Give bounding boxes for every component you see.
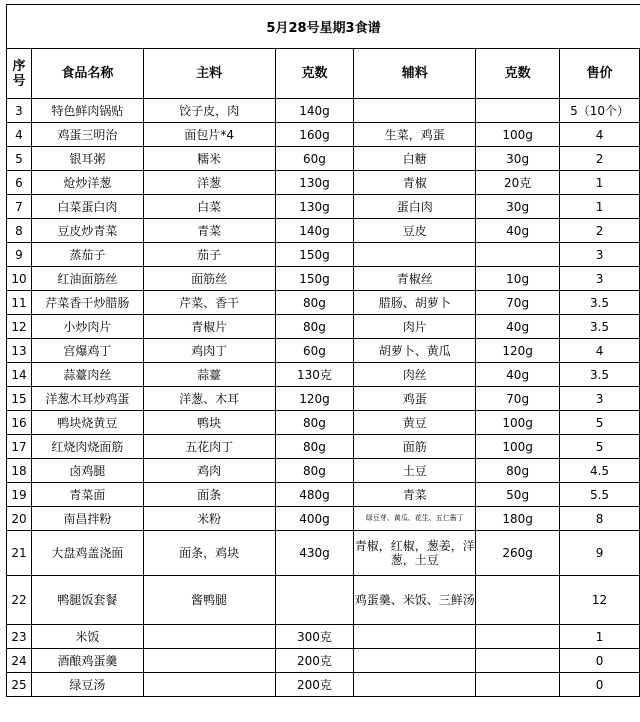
row-name: 小炒肉片 (31, 315, 143, 339)
row-price: 3 (560, 267, 640, 291)
row-main: 面包片*4 (143, 123, 275, 147)
row-aux: 肉片 (354, 315, 476, 339)
row-main-grams: 60g (275, 147, 354, 171)
table-row (7, 411, 640, 435)
row-name: 鸡蛋三明治 (31, 123, 143, 147)
row-main-grams: 130g (275, 171, 354, 195)
row-aux-grams: 100g (476, 123, 560, 147)
row-no: 7 (7, 195, 32, 219)
row-name: 芹菜香干炒腊肠 (31, 291, 143, 315)
row-no: 16 (7, 411, 32, 435)
row-name: 鸭腿饭套餐 (31, 576, 143, 625)
row-price: 1 (560, 171, 640, 195)
row-aux-grams: 20克 (476, 171, 560, 195)
row-price: 3.5 (560, 291, 640, 315)
row-main: 面筋丝 (143, 267, 275, 291)
row-main-grams: 480g (275, 483, 354, 507)
row-price: 0 (560, 673, 640, 697)
row-main-grams: 130克 (275, 363, 354, 387)
row-no: 10 (7, 267, 32, 291)
table-row (7, 435, 640, 459)
row-main: 洋葱 (143, 171, 275, 195)
row-price: 5.5 (560, 483, 640, 507)
row-main-grams: 120g (275, 387, 354, 411)
row-main: 鸭块 (143, 411, 275, 435)
table-row (7, 673, 640, 697)
row-main: 饺子皮，肉 (143, 99, 275, 123)
row-main: 洋葱、木耳 (143, 387, 275, 411)
table-row (7, 339, 640, 363)
row-aux: 豆皮 (354, 219, 476, 243)
row-aux-grams (476, 243, 560, 267)
row-no: 19 (7, 483, 32, 507)
row-aux: 胡萝卜、黄瓜 (354, 339, 476, 363)
row-price: 2 (560, 219, 640, 243)
row-aux: 青菜 (354, 483, 476, 507)
header-no: 序号 (7, 49, 32, 99)
row-aux-grams: 40g (476, 219, 560, 243)
table-row (7, 291, 640, 315)
row-aux: 肉丝 (354, 363, 476, 387)
row-aux-grams: 30g (476, 195, 560, 219)
row-aux-grams: 120g (476, 339, 560, 363)
row-aux: 面筋 (354, 435, 476, 459)
row-no: 21 (7, 531, 32, 576)
row-aux: 青椒，红椒，葱姜，洋葱，土豆 (354, 531, 476, 576)
table-row (7, 507, 640, 531)
row-no: 20 (7, 507, 32, 531)
row-aux: 生菜，鸡蛋 (354, 123, 476, 147)
row-main-grams: 150g (275, 267, 354, 291)
row-main-grams: 400g (275, 507, 354, 531)
row-price: 8 (560, 507, 640, 531)
table-row (7, 625, 640, 649)
table-row (7, 363, 640, 387)
row-aux-grams (476, 99, 560, 123)
header-main: 主料 (143, 49, 275, 99)
row-main: 茄子 (143, 243, 275, 267)
row-main-grams: 160g (275, 123, 354, 147)
row-aux-grams: 40g (476, 315, 560, 339)
row-name: 豆皮炒青菜 (31, 219, 143, 243)
row-name: 蒜薹肉丝 (31, 363, 143, 387)
row-no: 4 (7, 123, 32, 147)
row-aux-grams: 10g (476, 267, 560, 291)
row-main-grams: 80g (275, 315, 354, 339)
row-main-grams: 200克 (275, 673, 354, 697)
row-main-grams: 140g (275, 219, 354, 243)
table-row (7, 459, 640, 483)
row-main (143, 673, 275, 697)
row-main (143, 649, 275, 673)
row-main-grams (275, 576, 354, 625)
row-no: 25 (7, 673, 32, 697)
row-no: 5 (7, 147, 32, 171)
menu-table (6, 48, 640, 697)
row-no: 12 (7, 315, 32, 339)
row-aux: 腊肠、胡萝卜 (354, 291, 476, 315)
row-price: 4.5 (560, 459, 640, 483)
row-no: 9 (7, 243, 32, 267)
row-aux-grams (476, 673, 560, 697)
row-no: 6 (7, 171, 32, 195)
row-aux-grams: 30g (476, 147, 560, 171)
row-main-grams: 60g (275, 339, 354, 363)
row-main: 青椒片 (143, 315, 275, 339)
row-no: 8 (7, 219, 32, 243)
row-price: 4 (560, 339, 640, 363)
row-main: 鸡肉 (143, 459, 275, 483)
row-main: 米粉 (143, 507, 275, 531)
row-main: 五花肉丁 (143, 435, 275, 459)
row-name: 卤鸡腿 (31, 459, 143, 483)
header-aux: 辅料 (354, 49, 476, 99)
row-aux: 黄豆 (354, 411, 476, 435)
row-no: 14 (7, 363, 32, 387)
row-main-grams: 80g (275, 435, 354, 459)
row-no: 22 (7, 576, 32, 625)
row-aux-grams: 100g (476, 435, 560, 459)
row-main: 蒜薹 (143, 363, 275, 387)
row-main (143, 625, 275, 649)
row-name: 宫爆鸡丁 (31, 339, 143, 363)
row-aux-grams: 80g (476, 459, 560, 483)
row-main: 酱鸭腿 (143, 576, 275, 625)
row-aux-grams: 50g (476, 483, 560, 507)
row-name: 银耳粥 (31, 147, 143, 171)
row-aux: 蛋白肉 (354, 195, 476, 219)
row-main-grams: 80g (275, 291, 354, 315)
row-price: 5 (560, 411, 640, 435)
row-aux-grams (476, 625, 560, 649)
table-row (7, 171, 640, 195)
row-aux (354, 673, 476, 697)
row-aux-grams: 260g (476, 531, 560, 576)
row-main: 糯米 (143, 147, 275, 171)
row-main: 鸡肉丁 (143, 339, 275, 363)
row-main: 青菜 (143, 219, 275, 243)
row-aux: 绿豆芽、黄瓜、花生、五仁酱丁 (354, 507, 476, 531)
row-name: 蒸茄子 (31, 243, 143, 267)
row-price: 3.5 (560, 363, 640, 387)
table-row (7, 195, 640, 219)
row-price: 4 (560, 123, 640, 147)
page-title: 5月28号星期3食谱 (6, 4, 640, 48)
row-main: 芹菜、香干 (143, 291, 275, 315)
table-row (7, 387, 640, 411)
row-price: 9 (560, 531, 640, 576)
row-price: 1 (560, 195, 640, 219)
row-aux (354, 625, 476, 649)
row-main-grams: 140g (275, 99, 354, 123)
row-aux (354, 649, 476, 673)
table-row (7, 576, 640, 625)
row-price: 2 (560, 147, 640, 171)
row-aux: 青椒丝 (354, 267, 476, 291)
row-name: 酒酿鸡蛋羹 (31, 649, 143, 673)
row-aux: 鸡蛋羹、米饭、三鲜汤 (354, 576, 476, 625)
row-aux-grams: 100g (476, 411, 560, 435)
menu-rows (7, 99, 640, 697)
table-row (7, 147, 640, 171)
row-name: 红烧肉烧面筋 (31, 435, 143, 459)
table-row (7, 267, 640, 291)
row-no: 3 (7, 99, 32, 123)
row-name: 红油面筋丝 (31, 267, 143, 291)
table-row (7, 243, 640, 267)
row-name: 洋葱木耳炒鸡蛋 (31, 387, 143, 411)
table-row (7, 123, 640, 147)
row-no: 17 (7, 435, 32, 459)
row-price: 1 (560, 625, 640, 649)
row-name: 青菜面 (31, 483, 143, 507)
row-aux (354, 99, 476, 123)
row-aux: 白糖 (354, 147, 476, 171)
row-aux: 青椒 (354, 171, 476, 195)
row-name: 米饭 (31, 625, 143, 649)
row-name: 绿豆汤 (31, 673, 143, 697)
table-row (7, 315, 640, 339)
row-no: 23 (7, 625, 32, 649)
row-name: 南昌拌粉 (31, 507, 143, 531)
row-aux: 土豆 (354, 459, 476, 483)
row-price: 3 (560, 387, 640, 411)
row-main: 面条 (143, 483, 275, 507)
header-row (7, 49, 640, 99)
row-main-grams: 300克 (275, 625, 354, 649)
header-name: 食品名称 (31, 49, 143, 99)
row-price: 3.5 (560, 315, 640, 339)
row-main-grams: 80g (275, 459, 354, 483)
row-aux-grams (476, 649, 560, 673)
table-row (7, 99, 640, 123)
row-no: 18 (7, 459, 32, 483)
row-name: 炝炒洋葱 (31, 171, 143, 195)
row-price: 5（10个） (560, 99, 640, 123)
row-price: 0 (560, 649, 640, 673)
row-aux-grams (476, 576, 560, 625)
row-main: 面条，鸡块 (143, 531, 275, 576)
row-name: 白菜蛋白肉 (31, 195, 143, 219)
table-row (7, 219, 640, 243)
header-aux-grams: 克数 (476, 49, 560, 99)
row-aux: 鸡蛋 (354, 387, 476, 411)
header-price: 售价 (560, 49, 640, 99)
row-aux-grams: 70g (476, 291, 560, 315)
row-no: 15 (7, 387, 32, 411)
row-name: 特色鲜肉锅贴 (31, 99, 143, 123)
row-main-grams: 150g (275, 243, 354, 267)
row-main-grams: 80g (275, 411, 354, 435)
row-name: 鸭块烧黄豆 (31, 411, 143, 435)
row-aux-grams: 40g (476, 363, 560, 387)
table-row (7, 531, 640, 576)
row-no: 24 (7, 649, 32, 673)
row-main-grams: 130g (275, 195, 354, 219)
row-aux (354, 243, 476, 267)
row-main-grams: 200克 (275, 649, 354, 673)
row-aux-grams: 180g (476, 507, 560, 531)
row-no: 13 (7, 339, 32, 363)
row-aux-grams: 70g (476, 387, 560, 411)
row-name: 大盘鸡盖浇面 (31, 531, 143, 576)
row-main: 白菜 (143, 195, 275, 219)
row-main-grams: 430g (275, 531, 354, 576)
table-row (7, 649, 640, 673)
row-price: 3 (560, 243, 640, 267)
row-price: 5 (560, 435, 640, 459)
row-price: 12 (560, 576, 640, 625)
header-main-grams: 克数 (275, 49, 354, 99)
row-no: 11 (7, 291, 32, 315)
table-row (7, 483, 640, 507)
